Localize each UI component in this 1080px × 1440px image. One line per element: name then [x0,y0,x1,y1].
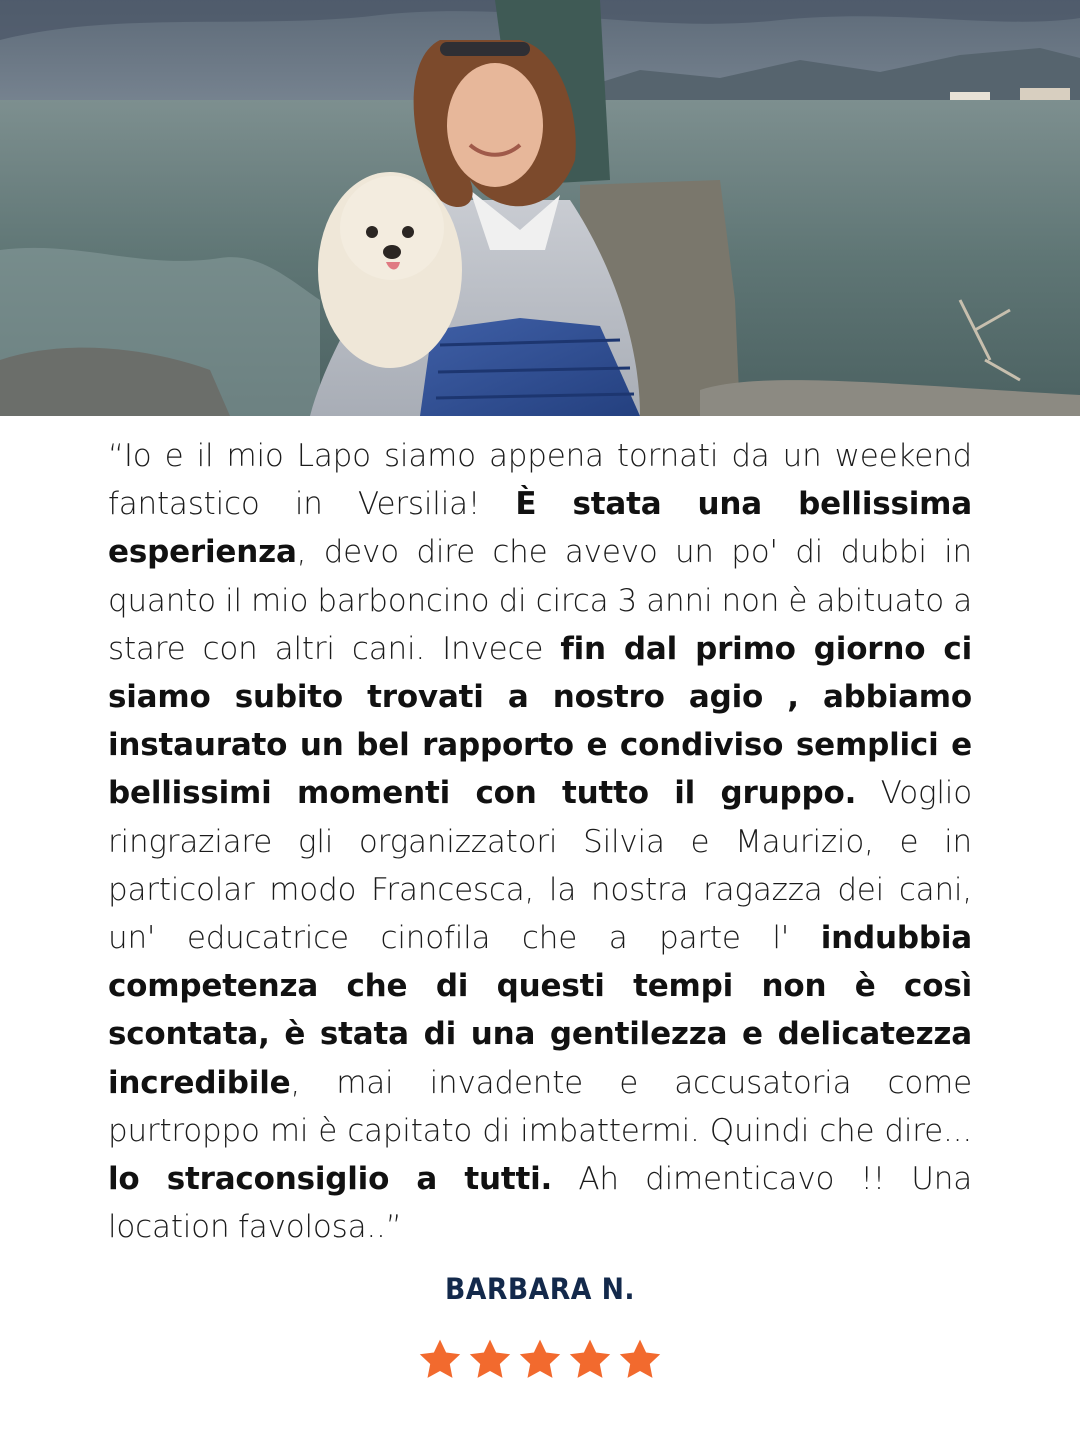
testimonial-segment: Ah dimenticavo !! Una location favolosa..” [108,1161,973,1246]
testimonial-highlight: lo straconsiglio a tutti. [108,1161,553,1198]
testimonial-segment: “Io e il mio Lapo siamo appena tornati da un weekend fantastico in Versilia! [108,438,972,523]
star-icon [566,1336,614,1384]
customer-photo [0,0,1080,416]
star-icon [616,1336,664,1384]
testimonial-segment: , devo dire che avevo un po' di dubbi in quanto il mio barboncino di circa 3 anni non è abituato a stare con altri cani. Invece [108,534,972,667]
testimonial-segment: , mai invadente e accusatoria come purtroppo mi è capitato di imbattermi. Quindi che dire... [108,1064,972,1149]
testimonial-highlight: È stata una bellissima esperienza [108,486,972,571]
star-icon [416,1336,464,1384]
testimonial-segment: Voglio ringraziare gli organizzatori Silvia e Maurizio, e in particolar modo Francesca, la nostra ragazza dei cani, un' educatrice cinofila che a parte l' [108,775,972,957]
testimonial-text [108,432,972,1251]
star-rating [0,1336,1080,1384]
testimonial-highlight: indubbia competenza che di questi tempi non è così scontata, è stata di una gentilezza e delicatezza incredibile [108,920,972,1101]
author-name: BARBARA N. [444,1272,636,1306]
testimonial-highlight: fin dal primo giorno ci siamo subito trovati a nostro agio , abbiamo instaurato un bel rapporto e condiviso semplici e bellissimi momenti con tutto il gruppo. [108,630,972,812]
star-icon [466,1336,514,1384]
star-icon [516,1336,564,1384]
